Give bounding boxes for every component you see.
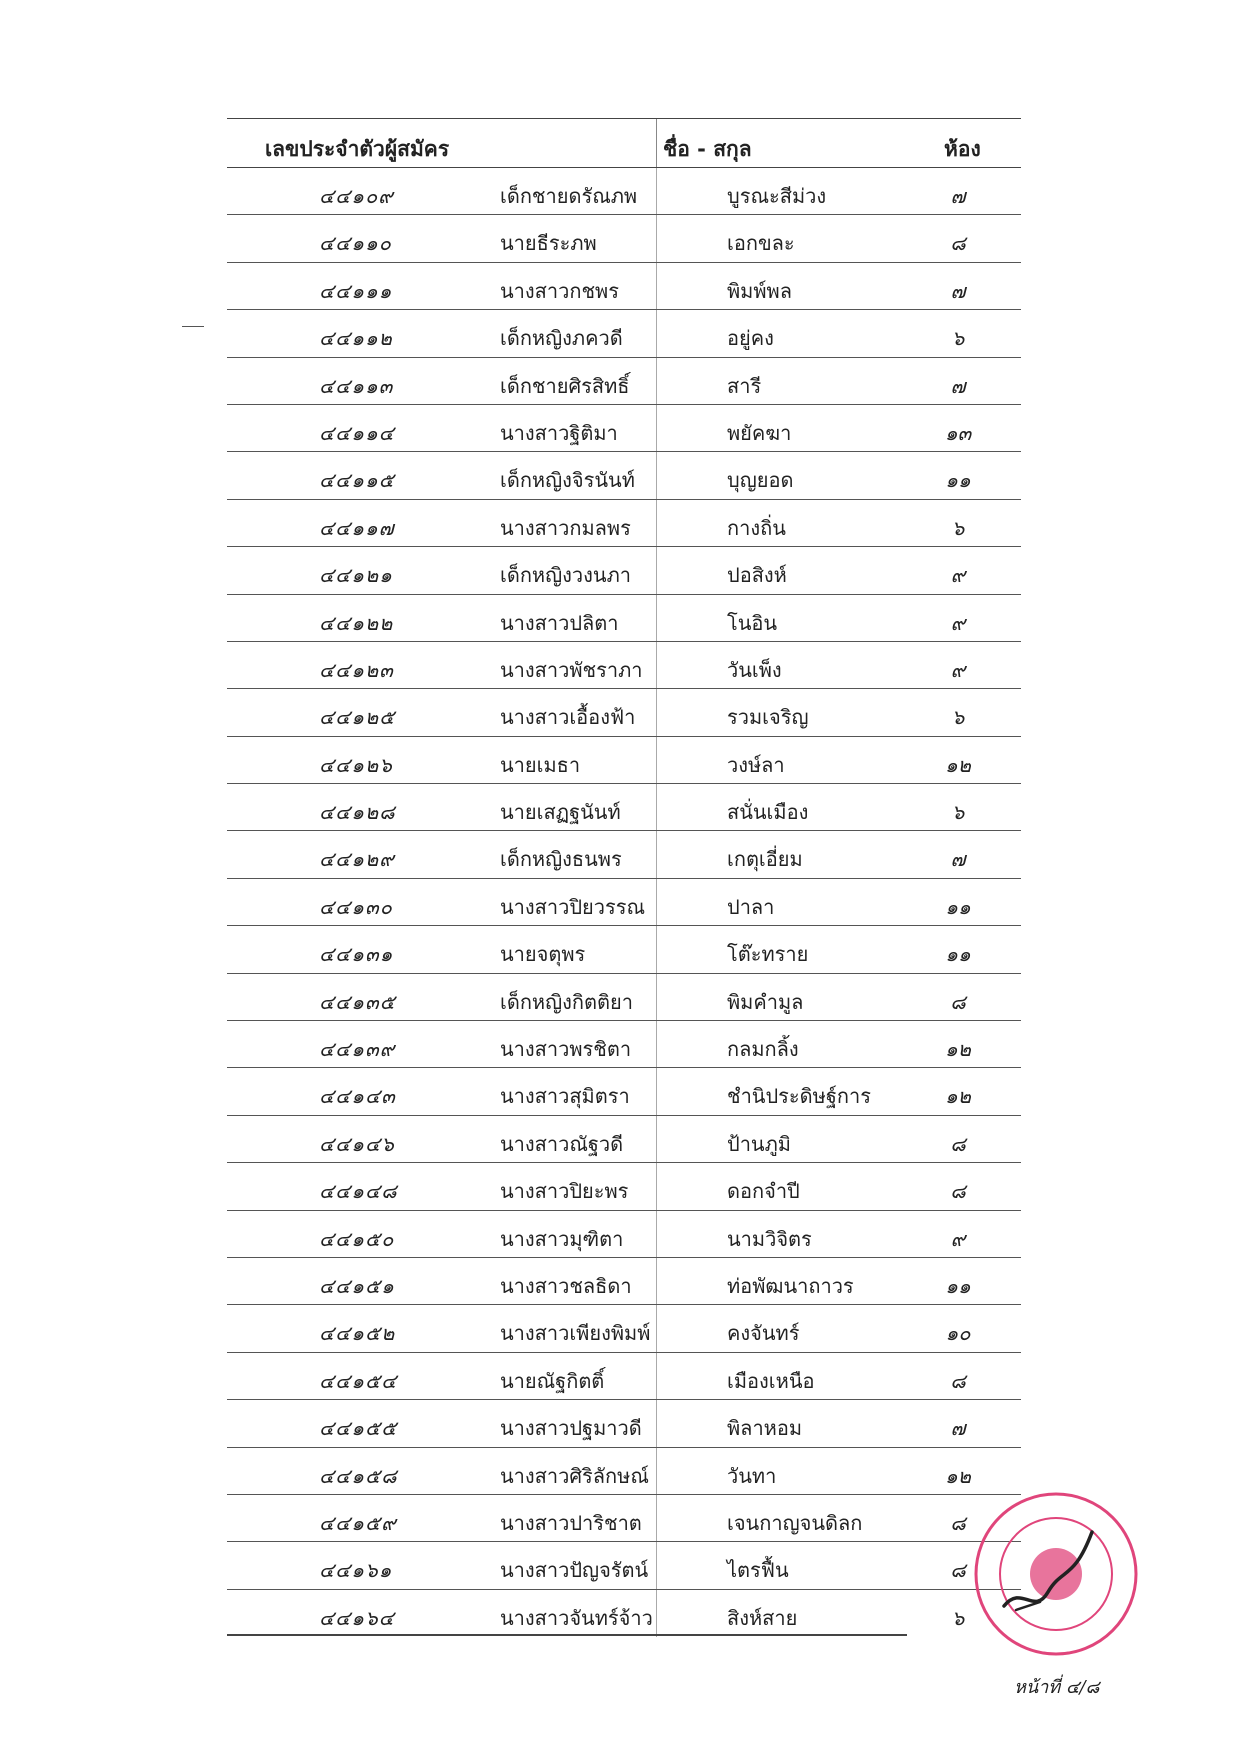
column-divider: [656, 1068, 657, 1114]
column-divider: [656, 1590, 657, 1637]
column-divider: [656, 1400, 657, 1446]
table-row: [227, 1305, 1021, 1352]
last-name: ชำนิประดิษฐ์การ: [727, 1084, 871, 1109]
column-divider: [656, 1353, 657, 1399]
last-name: พิลาหอม: [727, 1416, 803, 1441]
column-divider: [656, 1211, 657, 1257]
applicant-id: ๔๔๑๓๙: [319, 1037, 396, 1062]
room-number: ๑๑: [945, 894, 971, 919]
table-row: [227, 215, 1021, 262]
table-row: [227, 1400, 1021, 1447]
table-row: [227, 879, 1021, 926]
page-number: หน้าที่ ๔/๘: [1014, 1677, 1100, 1698]
table-row: [227, 405, 1021, 452]
column-divider: [656, 595, 657, 641]
first-name: นางสาวศิริลักษณ์: [500, 1463, 649, 1488]
column-divider: [656, 974, 657, 1020]
last-name: พิมคำมูล: [727, 989, 804, 1014]
column-divider: [656, 500, 657, 546]
column-divider: [656, 405, 657, 451]
table-row: [227, 1353, 1021, 1400]
first-name: นางสาวเอื้องฟ้า: [500, 705, 636, 730]
room-number: ๑๐: [945, 1321, 971, 1346]
first-name: นางสาวปาริชาต: [500, 1510, 642, 1535]
first-name: นายเสฏฐนันท์: [500, 800, 621, 825]
room-number: ๑๓: [944, 420, 972, 445]
room-number: ๙: [950, 563, 966, 588]
first-name: นางสาวณัฐวดี: [500, 1131, 624, 1156]
applicant-id: ๔๔๑๕๙: [319, 1510, 397, 1535]
last-name: รวมเจริญ: [727, 705, 809, 730]
first-name: เด็กหญิงจิรนันท์: [500, 468, 635, 493]
room-number: ๙: [950, 657, 966, 682]
last-name: วันทา: [727, 1463, 777, 1488]
last-name: คงจันทร์: [727, 1321, 800, 1346]
first-name: นางสาวมุฑิตา: [500, 1226, 624, 1251]
column-divider: [656, 1495, 657, 1541]
applicant-id: ๔๔๑๒๑: [319, 563, 393, 588]
last-name: สิงห์สาย: [727, 1605, 798, 1630]
applicant-id: ๔๔๑๑๗: [319, 515, 395, 540]
last-name: นามวิจิตร: [727, 1226, 812, 1251]
first-name: นายธีระภพ: [500, 231, 597, 256]
first-name: นางสาวปิยวรรณ: [500, 894, 646, 919]
column-divider: [656, 831, 657, 877]
table-row: [227, 1590, 1021, 1637]
column-divider: [656, 215, 657, 261]
table-row: [227, 1495, 1021, 1542]
room-number: ๑๒: [945, 1037, 971, 1062]
applicant-id: ๔๔๑๒๘: [319, 800, 396, 825]
room-number: ๘: [950, 1179, 966, 1204]
room-number: ๘: [950, 231, 966, 256]
applicant-id: ๔๔๑๓๕: [319, 989, 396, 1014]
table-row: [227, 642, 1021, 689]
applicant-id: ๔๔๑๑๐: [319, 231, 392, 256]
applicant-id: ๔๔๑๔๖: [319, 1131, 395, 1156]
table-row: [227, 974, 1021, 1021]
table-row: [227, 1116, 1021, 1163]
table-row: [227, 1068, 1021, 1115]
column-divider: [656, 452, 657, 498]
column-divider: [656, 1116, 657, 1162]
room-number: ๑๑: [945, 942, 971, 967]
room-number: ๖: [951, 515, 965, 540]
applicant-id: ๔๔๑๖๑: [319, 1558, 393, 1583]
applicant-id: ๔๔๑๒๒: [319, 610, 394, 635]
last-name: บูรณะสีม่วง: [727, 184, 827, 208]
school-seal-stamp: [970, 1488, 1142, 1660]
column-divider: [656, 1163, 657, 1209]
room-number: ๗: [950, 847, 966, 872]
table-row: [227, 926, 1021, 973]
first-name: นายจตุพร: [500, 942, 586, 967]
applicant-id: ๔๔๑๒๖: [319, 752, 393, 777]
first-name: เด็กหญิงธนพร: [500, 847, 622, 872]
table-header: [227, 118, 1021, 168]
applicant-id: ๔๔๑๑๕: [319, 468, 395, 493]
table-row: [227, 595, 1021, 642]
applicant-id: ๔๔๑๖๔: [319, 1605, 395, 1630]
table-row: [227, 1211, 1021, 1258]
table-row: [227, 547, 1021, 594]
last-name: อยู่คง: [727, 326, 774, 351]
table-row: [227, 831, 1021, 878]
table-row: [227, 784, 1021, 831]
applicant-id: ๔๔๑๔๘: [319, 1179, 398, 1204]
applicant-table: [227, 118, 1021, 1637]
column-divider: [656, 642, 657, 688]
room-number: ๘: [950, 1368, 966, 1393]
last-name: ปอสิงห์: [727, 563, 787, 588]
room-number: ๗: [950, 278, 966, 303]
last-name: พิมพ์พล: [727, 278, 792, 303]
room-number: ๘: [950, 989, 966, 1014]
table-row: [227, 1448, 1021, 1495]
room-number: ๖: [951, 326, 965, 351]
room-number: ๑๒: [945, 752, 971, 777]
first-name: เด็กหญิงกิตติยา: [500, 989, 633, 1014]
first-name: นายณัฐกิตติ์: [500, 1368, 605, 1393]
applicant-id: ๔๔๑๕๕: [319, 1416, 398, 1441]
header-applicant-id: เลขประจำตัวผู้สมัคร: [265, 137, 450, 161]
last-name: ปาลา: [727, 894, 775, 919]
column-divider: [656, 737, 657, 783]
column-divider: [656, 1305, 657, 1351]
room-number: ๖: [951, 800, 965, 825]
room-number: ๖: [951, 705, 965, 730]
column-divider: [656, 784, 657, 830]
room-number: ๗: [950, 1416, 966, 1441]
last-name: กางถิ่น: [727, 515, 786, 540]
room-number: ๖: [951, 1605, 965, 1630]
last-name: สนั่นเมือง: [727, 800, 809, 825]
first-name: นางสาวเพียงพิมพ์: [500, 1321, 651, 1346]
applicant-id: ๔๔๑๑๓: [319, 373, 394, 398]
table-row: [227, 1258, 1021, 1305]
column-divider: [656, 879, 657, 925]
column-divider: [656, 1258, 657, 1304]
table-row: [227, 500, 1021, 547]
applicant-id: ๔๔๑๕๑: [319, 1273, 395, 1298]
first-name: นางสาวจันทร์จ้าว: [500, 1605, 653, 1630]
applicant-id: ๔๔๑๕๒: [319, 1321, 396, 1346]
first-name: นางสาวปลิตา: [500, 610, 619, 635]
table-row: [227, 1021, 1021, 1068]
column-divider: [656, 547, 657, 593]
column-divider: [656, 263, 657, 309]
last-name: บุญยอด: [727, 468, 794, 493]
last-name: โนอิน: [727, 610, 778, 635]
last-name: ป้านภูมิ: [727, 1131, 791, 1156]
header-room: ห้อง: [944, 137, 981, 161]
room-number: ๑๑: [945, 1273, 971, 1298]
room-number: ๑๑: [945, 468, 971, 493]
column-divider: [656, 926, 657, 972]
first-name: เด็กหญิงภควดี: [500, 326, 623, 351]
column-divider: [656, 358, 657, 404]
column-divider: [656, 1021, 657, 1067]
first-name: นางสาวสุมิตรา: [500, 1084, 630, 1109]
table-row: [227, 168, 1021, 215]
applicant-id: ๔๔๑๕๐: [319, 1226, 395, 1251]
last-name: เกตุเอี่ยม: [727, 847, 803, 872]
column-divider: [656, 689, 657, 735]
last-name: กลมกลิ้ง: [727, 1037, 799, 1062]
margin-mark: [182, 326, 204, 327]
last-name: วงษ์ลา: [727, 752, 785, 777]
applicant-id: ๔๔๑๔๓: [319, 1084, 396, 1109]
applicant-id: ๔๔๑๑๑: [319, 278, 393, 303]
table-row: [227, 263, 1021, 310]
column-divider: [656, 1448, 657, 1494]
applicant-id: ๔๔๑๑๔: [319, 420, 395, 445]
applicant-id: ๔๔๑๒๙: [319, 847, 395, 872]
last-name: โต๊ะทราย: [727, 942, 809, 967]
first-name: นางสาวปฐมาวดี: [500, 1416, 642, 1441]
applicant-id: ๔๔๑๕๘: [319, 1463, 398, 1488]
first-name: นางสาวกมลพร: [500, 515, 631, 540]
table-body: [227, 168, 1021, 1637]
first-name: นางสาวปิยะพร: [500, 1179, 629, 1204]
table-row: [227, 1542, 1021, 1589]
header-divider: [656, 119, 657, 167]
last-name: ดอกจำปี: [727, 1179, 800, 1204]
last-name: เมืองเหนือ: [727, 1368, 815, 1393]
last-name: วันเพ็ง: [727, 657, 782, 682]
first-name: นางสาวพรชิตา: [500, 1037, 632, 1062]
table-row: [227, 358, 1021, 405]
table-row: [227, 310, 1021, 357]
room-number: ๑๒: [945, 1463, 971, 1488]
last-name: เจนกาญจนดิลก: [727, 1510, 863, 1535]
applicant-id: ๔๔๑๒๓: [319, 657, 394, 682]
last-name: เอกขละ: [727, 231, 795, 256]
table-bottom-rule: [227, 1634, 907, 1636]
room-number: ๑๒: [945, 1084, 971, 1109]
first-name: นายเมธา: [500, 752, 581, 777]
room-number: ๘: [950, 1558, 966, 1583]
room-number: ๙: [950, 1226, 966, 1251]
last-name: ท่อพัฒนาถาวร: [727, 1273, 854, 1298]
last-name: สารี: [727, 373, 762, 398]
applicant-id: ๔๔๑๓๐: [319, 894, 393, 919]
table-row: [227, 452, 1021, 499]
table-row: [227, 689, 1021, 736]
first-name: เด็กชายดรัณภพ: [500, 184, 638, 208]
room-number: ๘: [950, 1131, 966, 1156]
room-number: ๗: [950, 184, 966, 208]
column-divider: [656, 1542, 657, 1588]
first-name: เด็กหญิงวงนภา: [500, 563, 632, 588]
first-name: นางสาวกชพร: [500, 278, 619, 303]
applicant-id: ๔๔๑๕๔: [319, 1368, 398, 1393]
room-number: ๗: [950, 373, 966, 398]
applicant-id: ๔๔๑๓๑: [319, 942, 394, 967]
first-name: นางสาวปัญจรัตน์: [500, 1558, 649, 1583]
room-number: ๘: [950, 1510, 966, 1535]
first-name: เด็กชายศิรสิทธิ์: [500, 373, 630, 398]
table-row: [227, 737, 1021, 784]
column-divider: [656, 168, 657, 214]
column-divider: [656, 310, 657, 356]
applicant-id: ๔๔๑๐๙: [319, 184, 394, 208]
table-row: [227, 1163, 1021, 1210]
applicant-id: ๔๔๑๒๕: [319, 705, 396, 730]
first-name: นางสาวพัชราภา: [500, 657, 643, 682]
last-name: ไตรฟื้น: [727, 1558, 789, 1583]
first-name: นางสาวชลธิดา: [500, 1273, 632, 1298]
room-number: ๙: [950, 610, 966, 635]
applicant-id: ๔๔๑๑๒: [319, 326, 393, 351]
last-name: พยัคฆา: [727, 420, 792, 445]
first-name: นางสาวฐิติมา: [500, 420, 618, 445]
header-name: ชื่อ - สกุล: [663, 137, 752, 161]
